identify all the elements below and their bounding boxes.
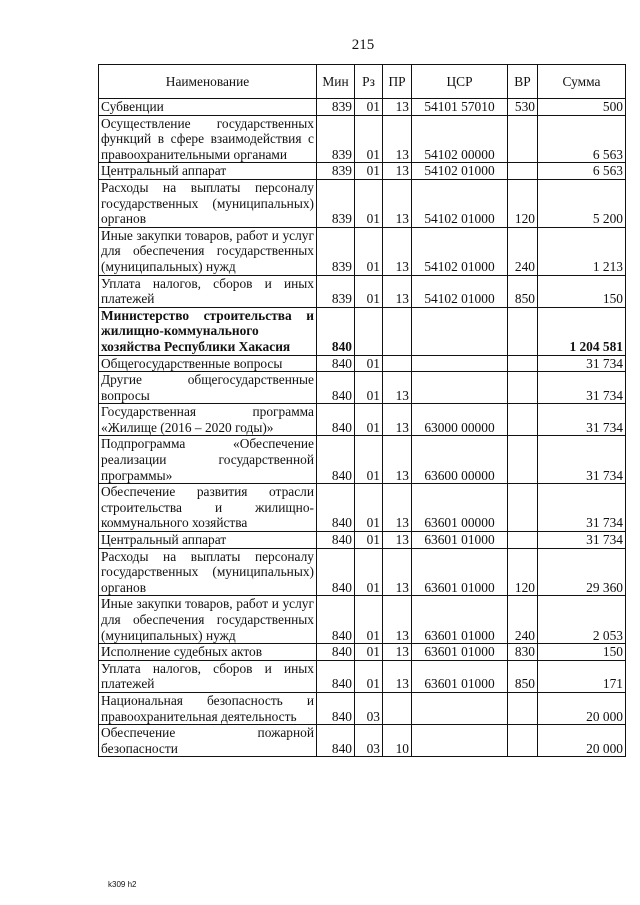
cell-name: Уплата налогов, сборов и иных платежей <box>99 660 317 692</box>
cell-min: 839 <box>317 163 355 180</box>
header-pr: ПР <box>383 65 412 99</box>
cell-vr <box>508 372 538 404</box>
header-csr: ЦСР <box>412 65 508 99</box>
cell-pr: 13 <box>383 179 412 227</box>
cell-vr <box>508 404 538 436</box>
cell-rz: 01 <box>355 644 383 661</box>
header-name: Наименование <box>99 65 317 99</box>
cell-min: 840 <box>317 596 355 644</box>
cell-min: 839 <box>317 179 355 227</box>
cell-csr: 54102 01000 <box>412 275 508 307</box>
cell-vr <box>508 355 538 372</box>
table-row <box>99 484 626 532</box>
cell-rz: 01 <box>355 115 383 163</box>
table-row <box>99 436 626 484</box>
cell-sum: 31 734 <box>538 532 626 549</box>
cell-pr <box>383 692 412 724</box>
cell-name: Обеспечение развития отрасли строительства и жилищно-коммунального хозяйства <box>99 484 317 532</box>
cell-rz: 01 <box>355 163 383 180</box>
cell-vr <box>508 484 538 532</box>
cell-rz: 01 <box>355 227 383 275</box>
cell-vr: 120 <box>508 548 538 596</box>
header-rz: Рз <box>355 65 383 99</box>
table-row <box>99 404 626 436</box>
cell-min: 840 <box>317 484 355 532</box>
cell-min: 840 <box>317 436 355 484</box>
budget-table <box>98 64 626 757</box>
cell-pr: 13 <box>383 436 412 484</box>
cell-csr: 63601 01000 <box>412 548 508 596</box>
cell-sum: 1 204 581 <box>538 307 626 355</box>
cell-min: 839 <box>317 115 355 163</box>
cell-pr: 13 <box>383 660 412 692</box>
cell-sum: 150 <box>538 644 626 661</box>
page-number: 215 <box>351 37 375 53</box>
cell-sum: 2 053 <box>538 596 626 644</box>
cell-csr: 54102 01000 <box>412 227 508 275</box>
cell-vr: 850 <box>508 660 538 692</box>
table-row <box>99 725 626 757</box>
cell-pr: 13 <box>383 115 412 163</box>
cell-pr: 13 <box>383 275 412 307</box>
table-row <box>99 548 626 596</box>
cell-vr <box>508 725 538 757</box>
cell-rz: 03 <box>355 725 383 757</box>
cell-pr: 13 <box>383 484 412 532</box>
cell-csr: 54102 01000 <box>412 179 508 227</box>
cell-rz: 01 <box>355 484 383 532</box>
cell-name: Подпрограмма «Обеспечение реализации государственной программы» <box>99 436 317 484</box>
table-row <box>99 115 626 163</box>
cell-vr <box>508 115 538 163</box>
cell-min: 839 <box>317 227 355 275</box>
table-row <box>99 227 626 275</box>
cell-name: Иные закупки товаров, работ и услуг для обеспечения государственных (муниципальных) нужд <box>99 596 317 644</box>
header-min: Мин <box>317 65 355 99</box>
cell-vr <box>508 163 538 180</box>
cell-csr: 63601 01000 <box>412 532 508 549</box>
cell-pr: 13 <box>383 644 412 661</box>
cell-pr: 13 <box>383 372 412 404</box>
cell-csr <box>412 372 508 404</box>
cell-rz: 01 <box>355 372 383 404</box>
cell-rz: 01 <box>355 532 383 549</box>
cell-name: Общегосударственные вопросы <box>99 355 317 372</box>
cell-min: 840 <box>317 307 355 355</box>
cell-vr: 830 <box>508 644 538 661</box>
cell-sum: 1 213 <box>538 227 626 275</box>
cell-name: Иные закупки товаров, работ и услуг для обеспечения государственных (муниципальных) нужд <box>99 227 317 275</box>
cell-sum: 20 000 <box>538 725 626 757</box>
cell-sum: 171 <box>538 660 626 692</box>
cell-csr: 63601 01000 <box>412 644 508 661</box>
cell-vr: 530 <box>508 99 538 116</box>
cell-csr <box>412 692 508 724</box>
cell-rz: 01 <box>355 99 383 116</box>
table-row <box>99 355 626 372</box>
cell-rz: 03 <box>355 692 383 724</box>
table-row <box>99 644 626 661</box>
cell-min: 840 <box>317 404 355 436</box>
cell-rz: 01 <box>355 660 383 692</box>
cell-sum: 6 563 <box>538 115 626 163</box>
cell-rz: 01 <box>355 404 383 436</box>
cell-rz <box>355 307 383 355</box>
cell-vr <box>508 436 538 484</box>
cell-rz: 01 <box>355 436 383 484</box>
cell-csr: 63601 01000 <box>412 596 508 644</box>
cell-name: Обеспечение пожарной безопасности <box>99 725 317 757</box>
cell-csr: 54102 01000 <box>412 163 508 180</box>
cell-sum: 31 734 <box>538 355 626 372</box>
cell-pr: 10 <box>383 725 412 757</box>
header-vr: ВР <box>508 65 538 99</box>
cell-name: Центральный аппарат <box>99 532 317 549</box>
cell-name: Государственная программа «Жилище (2016 – 2020 годы)» <box>99 404 317 436</box>
table-row <box>99 99 626 116</box>
table-row <box>99 596 626 644</box>
cell-csr <box>412 725 508 757</box>
cell-sum: 150 <box>538 275 626 307</box>
cell-name: Национальная безопасность и правоохранительная деятельность <box>99 692 317 724</box>
cell-pr <box>383 307 412 355</box>
cell-name: Субвенции <box>99 99 317 116</box>
cell-pr: 13 <box>383 404 412 436</box>
cell-pr: 13 <box>383 532 412 549</box>
cell-min: 840 <box>317 660 355 692</box>
cell-pr <box>383 355 412 372</box>
cell-pr: 13 <box>383 596 412 644</box>
cell-vr: 240 <box>508 596 538 644</box>
cell-sum: 31 734 <box>538 372 626 404</box>
cell-rz: 01 <box>355 275 383 307</box>
cell-vr: 240 <box>508 227 538 275</box>
cell-min: 839 <box>317 99 355 116</box>
cell-rz: 01 <box>355 179 383 227</box>
cell-csr: 63601 01000 <box>412 660 508 692</box>
cell-csr: 63601 00000 <box>412 484 508 532</box>
cell-pr: 13 <box>383 99 412 116</box>
cell-name: Осуществление государственных функций в сфере взаимодействия с правоохранительными органами <box>99 115 317 163</box>
cell-pr: 13 <box>383 163 412 180</box>
table-row <box>99 660 626 692</box>
cell-rz: 01 <box>355 355 383 372</box>
cell-sum: 500 <box>538 99 626 116</box>
cell-min: 840 <box>317 548 355 596</box>
cell-name: Исполнение судебных актов <box>99 644 317 661</box>
cell-rz: 01 <box>355 548 383 596</box>
cell-csr: 54102 00000 <box>412 115 508 163</box>
cell-sum: 29 360 <box>538 548 626 596</box>
cell-name: Министерство строительства и жилищно-коммунального хозяйства Республики Хакасия <box>99 307 317 355</box>
table-row <box>99 179 626 227</box>
cell-sum: 20 000 <box>538 692 626 724</box>
cell-csr: 54101 57010 <box>412 99 508 116</box>
cell-sum: 31 734 <box>538 484 626 532</box>
table-row <box>99 532 626 549</box>
footer-code: k309 h2 <box>108 880 137 889</box>
cell-vr <box>508 532 538 549</box>
cell-min: 840 <box>317 532 355 549</box>
cell-min: 840 <box>317 355 355 372</box>
table-row <box>99 307 626 355</box>
cell-min: 840 <box>317 725 355 757</box>
cell-vr: 850 <box>508 275 538 307</box>
cell-pr: 13 <box>383 227 412 275</box>
cell-min: 840 <box>317 372 355 404</box>
cell-min: 840 <box>317 692 355 724</box>
header-sum: Сумма <box>538 65 626 99</box>
cell-rz: 01 <box>355 596 383 644</box>
cell-sum: 31 734 <box>538 404 626 436</box>
cell-sum: 31 734 <box>538 436 626 484</box>
cell-vr: 120 <box>508 179 538 227</box>
cell-min: 839 <box>317 275 355 307</box>
table-header-row <box>99 65 626 99</box>
cell-sum: 5 200 <box>538 179 626 227</box>
table-row <box>99 692 626 724</box>
cell-name: Другие общегосударственные вопросы <box>99 372 317 404</box>
cell-pr: 13 <box>383 548 412 596</box>
cell-csr <box>412 307 508 355</box>
cell-csr: 63600 00000 <box>412 436 508 484</box>
table-row <box>99 372 626 404</box>
cell-name: Уплата налогов, сборов и иных платежей <box>99 275 317 307</box>
table-row <box>99 275 626 307</box>
cell-name: Расходы на выплаты персоналу государственных (муниципальных) органов <box>99 179 317 227</box>
cell-vr <box>508 307 538 355</box>
table-body <box>99 99 626 757</box>
cell-csr: 63000 00000 <box>412 404 508 436</box>
cell-vr <box>508 692 538 724</box>
cell-min: 840 <box>317 644 355 661</box>
cell-name: Расходы на выплаты персоналу государственных (муниципальных) органов <box>99 548 317 596</box>
cell-csr <box>412 355 508 372</box>
cell-sum: 6 563 <box>538 163 626 180</box>
table-row <box>99 163 626 180</box>
cell-name: Центральный аппарат <box>99 163 317 180</box>
